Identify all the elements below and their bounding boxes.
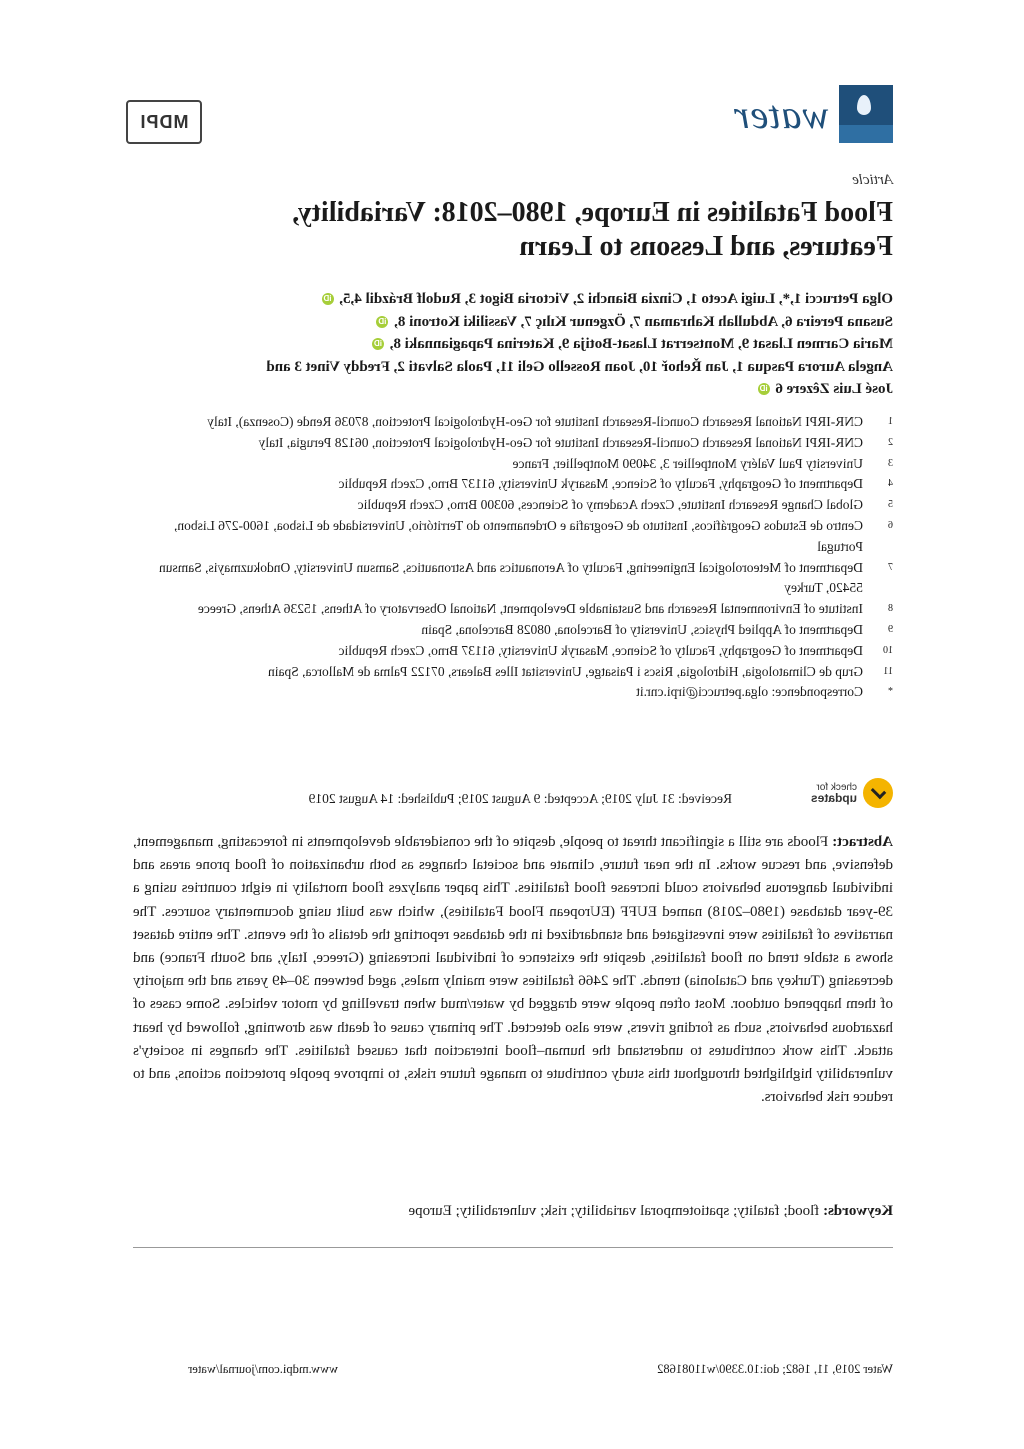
affiliation-item: 6 Centro de Estudos Geográficos, Instituto de Geografia e Ordenamento do Território, Universidade de Lisboa, 1600-276 Lisbon, Portugal	[173, 517, 893, 554]
affiliation-item: 10 Department of Geography, Faculty of Science, Masaryk University, 61137 Brno, Czech Republic	[338, 642, 893, 658]
checkmark-icon	[863, 778, 893, 808]
author-line: Olga Petrucci 1,*, Luigi Aceto 1, Cinzia Bianchi 2, Victoria Bigot 3, Rudolf Brázdil 4,5, iD	[323, 291, 893, 307]
updates-line: updates	[810, 790, 857, 805]
author-line: Angela Aurora Pasqua 1, Jan Řehoř 10, Joan Rossello Geli 11, Paola Salvati 2, Freddy Vinet 3 and	[266, 358, 893, 375]
affiliation-item: 8 Institute of Environmental Research and Sustainable Development, National Observatory of Athens, 15236 Athens, Greece	[197, 601, 893, 617]
abstract-text: Floods are still a significant threat to people, despite of the considerable developments in forecasting, management, defensive, and rescue works. In the near future, climate and societal changes as both urbanization of flood prone areas and individual dangerous behaviors could increase flood fatalities. This paper analyzes flood mortality in eight countries using a 39-year database (1980–2018) named EUFF (EUropean Flood Fatalities), which was built using documentary sources. The narratives of fatalities were investigated and standardized in the database reporting the details of the events. The entire dataset shows a stable trend on flood fatalities, despite the existence of individual increasing (Greece, Italy, and South France) and decreasing (Turkey and Catalonia) trends. The 2466 fatalities were mainly males, aged between 30–49 years and the majority of them happened outdoor. Most often people were dragged by water/mud when travelling by motor vehicles. Some cases of hazardous behaviors, such as fording rivers, were also detected. The primary cause of death was drowning, followed by heart attack. This work contributes to understand the human–flood interaction that caused fatalities. The changes in society's vulnerability highlighted throughout this study contribute to manage future risks, to improve people protection actions, and to reduce risk behaviors.	[132, 834, 893, 1106]
affiliation-item: 11 Grup de Climatologia, Hidrologia, Riscs i Paisatge, Universitat Illes Balears, 07122 Palma de Mallorca, Spain	[267, 663, 893, 679]
author-line: José Luis Zêzere 6 iD	[759, 381, 893, 397]
journal-name: water	[733, 91, 830, 137]
abstract-label: Abstract:	[832, 834, 893, 850]
updates-line: check for	[816, 781, 857, 793]
keywords-label: Keywords:	[823, 1203, 893, 1219]
affiliation-item: 2 CNR-IRPI National Research Council-Research Institute for Geo-Hydrological Protection, 06128 Perugia, Italy	[258, 434, 893, 450]
abstract	[133, 831, 893, 1109]
orcid-icon: iD	[759, 384, 768, 393]
affiliation-item: 9 Department of Applied Physics, University of Barcelona, 08028 Barcelona, Spain	[421, 621, 893, 637]
footer-citation: Water 2019, 11, 1682; doi:10.3390/w11081682	[657, 1362, 893, 1376]
publisher-logo	[130, 100, 202, 144]
affiliation-item: 1 CNR-IRPI National Research Council-Research Institute for Geo-Hydrological Protection, 87036 Rende (Cosenza), Italy	[207, 414, 893, 429]
divider	[133, 1247, 893, 1248]
check-for-updates-badge[interactable]	[803, 776, 893, 810]
title-line: Features, and Lessons to Learn	[519, 231, 893, 262]
author-list	[133, 288, 893, 401]
orcid-icon: iD	[373, 339, 382, 348]
publisher-name: MDPI	[126, 100, 202, 144]
affiliation-item: 5 Global Change Research Institute, Czech Academy of Sciences, 60300 Brno, Czech Republic	[357, 497, 893, 513]
journal-logo	[733, 84, 893, 144]
author-line: Maria Carmen Llasat 9, Montserrat Llasat-Botija 9, Katerina Papagiannaki 8, iD	[373, 336, 893, 352]
title-line: Flood Fatalities in Europe, 1980–2018: Variability,	[292, 197, 893, 228]
footer-url[interactable]: www.mdpi.com/journal/water	[188, 1362, 338, 1376]
water-drop-icon	[839, 85, 893, 143]
orcid-icon: iD	[323, 294, 332, 303]
paper-title	[133, 196, 893, 264]
orcid-icon: iD	[378, 316, 387, 326]
affiliation-item: 4 Department of Geography, Faculty of Science, Masaryk University, 61137 Brno, Czech Republic	[338, 476, 893, 492]
affiliation-item: 3 University Paul Valéry Montpellier 3, 34090 Montpellier, France	[512, 455, 893, 471]
author-line: Susana Pereira 6, Abdullah Kahraman 7, Özgenur Kılıç 7, Vassiliki Kotroni 8, iD	[378, 313, 893, 330]
article-type: Article	[852, 172, 893, 188]
publication-dates: Received: 31 July 2019; Accepted: 9 August 2019; Published: 14 August 2019	[308, 791, 732, 806]
affiliation-item: 7 Department of Meteorological Engineering, Faculty of Aeronautics and Astronautics, Samsun University, Ondokuzmayis, Samsun 55420, Turkey	[159, 559, 893, 596]
correspondence: * Correspondence: olga.petrucci@irpi.cnr.it	[636, 684, 893, 700]
affiliations	[133, 412, 893, 703]
keywords-text: flood; fatality; spatiotemporal variability; risk; vulnerability; Europe	[408, 1203, 820, 1219]
keywords	[133, 1200, 893, 1223]
